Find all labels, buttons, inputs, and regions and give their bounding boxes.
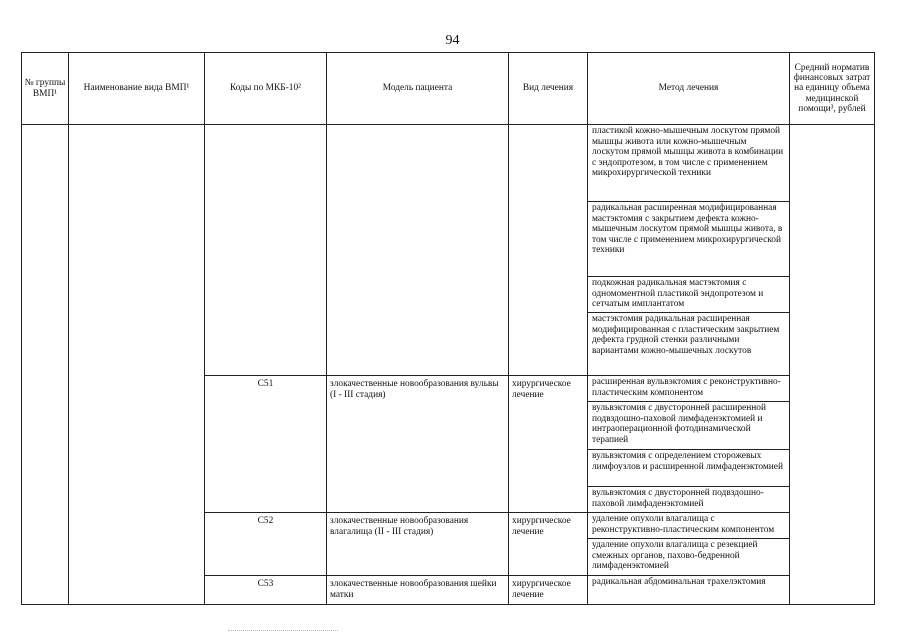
code-cell: C52 <box>205 513 327 576</box>
header-treatment-method: Метод лечения <box>588 53 790 125</box>
method-item: расширенная вульвэктомия с реконструктивно-пластическим компонентом <box>592 377 781 398</box>
treatment-cell: хирургическое лечение <box>509 576 588 605</box>
table-header-row <box>22 53 875 125</box>
method-item: мастэктомия радикальная расширенная модифицированная с пластическим закрытием дефекта грудной стенки различными вариантами кожно-мышечных лоскутов <box>588 312 789 375</box>
table-row <box>22 125 875 376</box>
header-avg-cost: Средний норматив финансовых затрат на единицу объема медицинской помощи³, рублей <box>790 53 875 125</box>
model-cell: злокачественные новообразования вульвы (I - III стадия) <box>327 376 509 513</box>
method-cell <box>588 513 790 576</box>
method-item: удаление опухоли влагалища с резекцией смежных органов, пахово-бедренной лимфаденэктомией <box>588 538 789 575</box>
treatment-cell: хирургическое лечение <box>509 513 588 576</box>
model-cell: злокачественные новообразования влагалища (II - III стадия) <box>327 513 509 576</box>
header-icd-codes: Коды по МКБ-10² <box>205 53 327 125</box>
method-cell <box>588 376 790 513</box>
method-item: радикальная абдоминальная трахелэктомия <box>592 577 766 587</box>
code-cell: C53 <box>205 576 327 605</box>
method-cell <box>588 576 790 605</box>
method-item: пластикой кожно-мышечным лоскутом прямой мышцы живота или кожно-мышечным лоскутом прямой мышцы живота в комбинации с эндопротезом, в том числе с применением микрохирургической техники <box>592 126 784 178</box>
header-patient-model: Модель пациента <box>327 53 509 125</box>
group-no-cell <box>22 125 69 605</box>
model-cell <box>327 125 509 376</box>
code-cell <box>205 125 327 376</box>
model-cell: злокачественные новообразования шейки матки <box>327 576 509 605</box>
cost-cell <box>790 125 875 605</box>
header-group-no: № группы ВМП¹ <box>22 53 69 125</box>
treatment-cell <box>509 125 588 376</box>
code-cell: C51 <box>205 376 327 513</box>
vmp-name-cell <box>69 125 205 605</box>
method-item: подкожная радикальная мастэктомия с одномоментной пластикой эндопротезом и сетчатым имплантатом <box>588 276 789 312</box>
page-number: 94 <box>445 33 460 48</box>
method-item: вульвэктомия с двусторонней подвздошно-паховой лимфаденэктомией <box>588 486 789 512</box>
method-item: вульвэктомия с определением сторожевых лимфоузлов и расширенной лимфаденэктомией <box>588 449 789 486</box>
treatment-cell: хирургическое лечение <box>509 376 588 513</box>
method-item: удаление опухоли влагалища с реконструктивно-пластическим компонентом <box>592 514 775 535</box>
vmp-table <box>21 52 875 605</box>
method-item: вульвэктомия с двусторонней расширенной подвздошно-паховой лимфаденэктомией и интраоперационной фотодинамической терапией <box>588 401 789 449</box>
page-bottom-mark <box>228 630 338 637</box>
header-vmp-name: Наименование вида ВМП¹ <box>69 53 205 125</box>
method-cell <box>588 125 790 376</box>
method-item: радикальная расширенная модифицированная мастэктомия с закрытием дефекта кожно-мышечным лоскутом прямой мышцы живота, в том числе с применением микрохирургической техники <box>588 201 789 276</box>
header-treatment-type: Вид лечения <box>509 53 588 125</box>
